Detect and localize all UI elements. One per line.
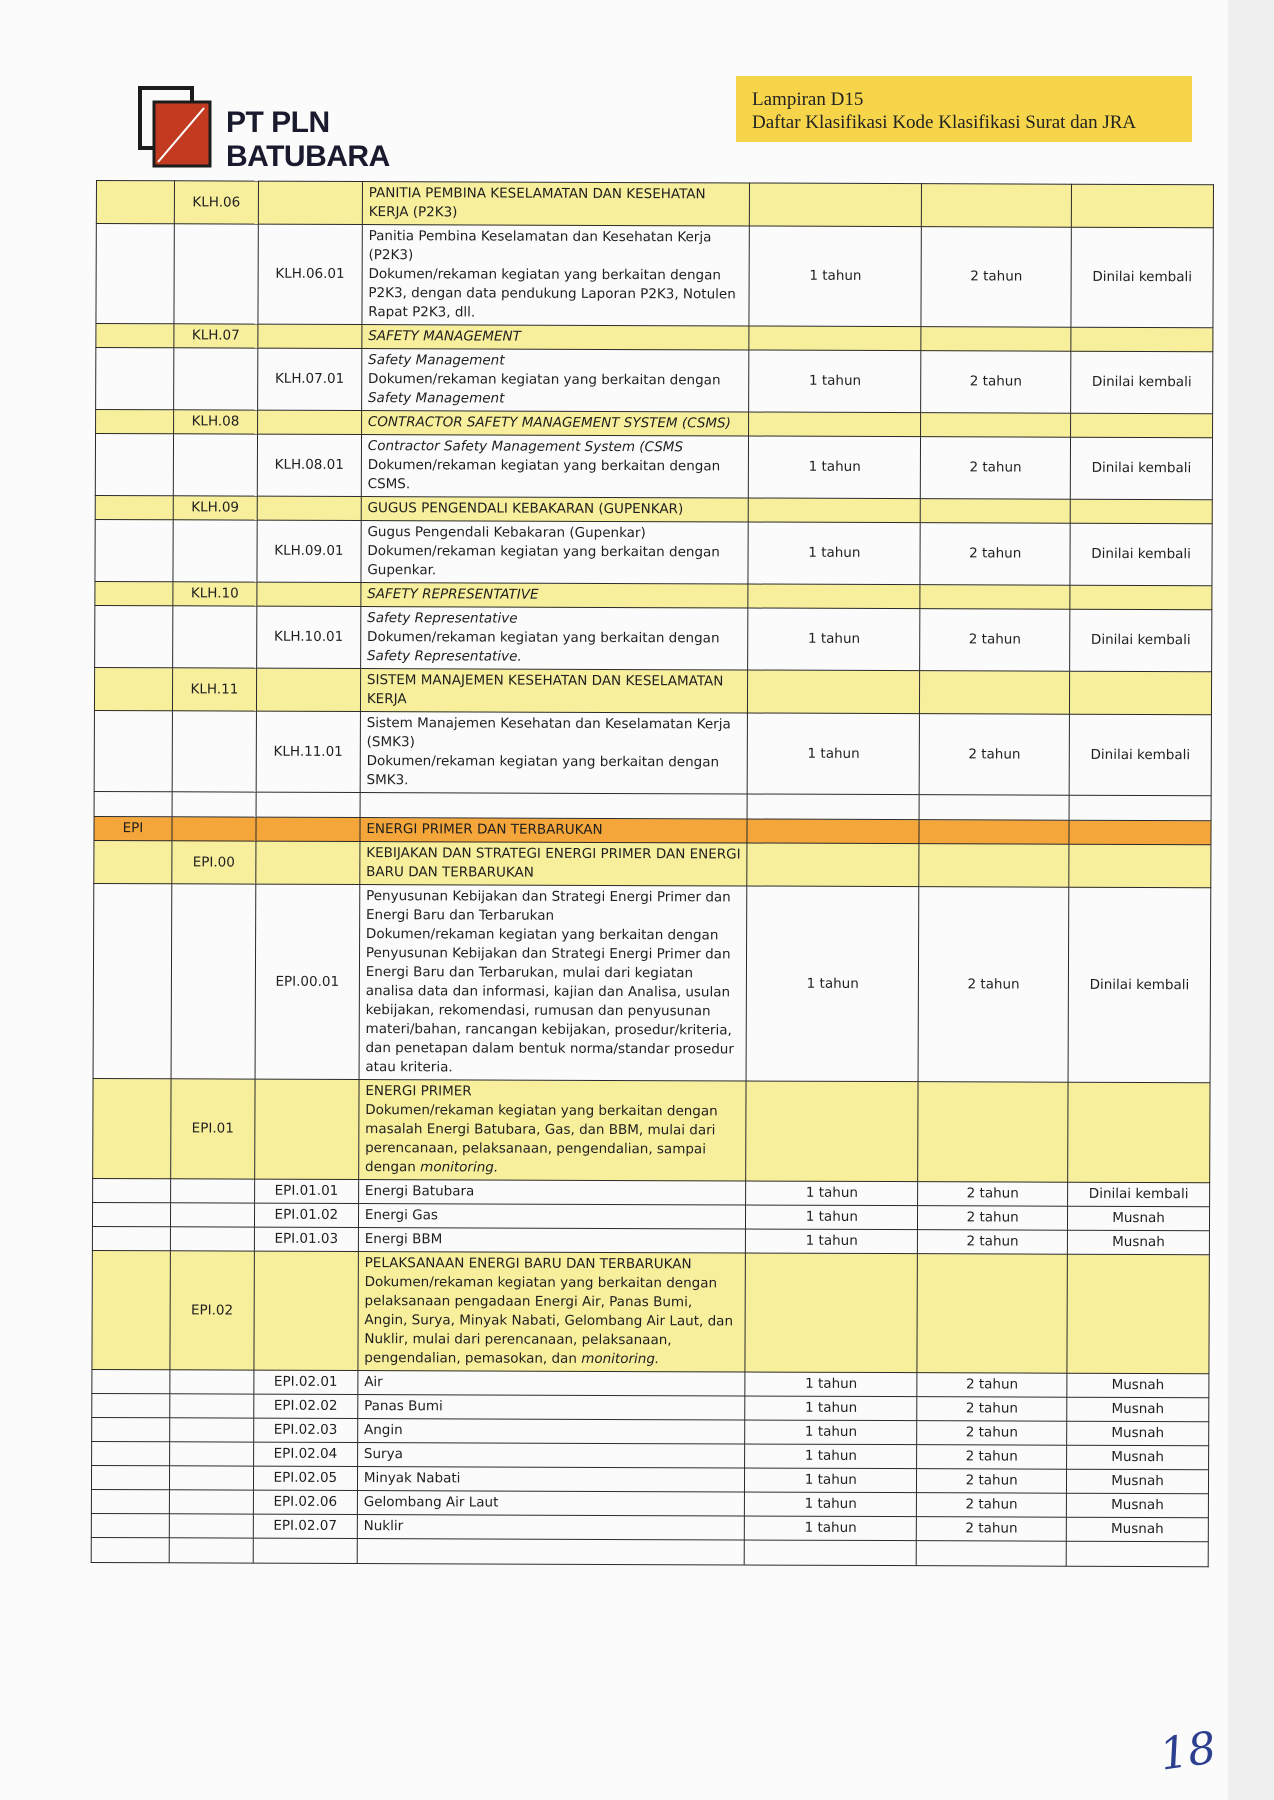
retensi-inaktif: 2 tahun <box>918 1230 1068 1255</box>
table-row <box>94 840 1211 887</box>
keterangan: Musnah <box>1067 1445 1209 1470</box>
row-title: Gelombang Air Laut <box>357 1491 745 1516</box>
retensi-aktif: 1 tahun <box>748 608 920 671</box>
retensi-inaktif: 2 tahun <box>919 714 1069 796</box>
code-l3: EPI.02.03 <box>254 1418 358 1442</box>
table-row <box>95 519 1212 585</box>
row-title: Panas Bumi <box>358 1395 746 1420</box>
code-l3: EPI.02.06 <box>253 1490 357 1514</box>
retensi-inaktif: 2 tahun <box>917 1445 1067 1470</box>
company-logo <box>138 86 478 176</box>
row-desc: Dokumen/rekaman kegiatan yang berkaitan dengan pelaksanaan pengadaan Energi Air, Panas Bumi, Angin, Surya, Minyak Nabati, Gelombang Air Laut, dan Nuklir, mulai dari perencanaan, pelaksanaan, pengendalian, pemasokan, dan <box>364 1274 734 1367</box>
row-title: CONTRACTOR SAFETY MANAGEMENT SYSTEM (CSMS) <box>361 411 749 436</box>
table-row <box>96 348 1213 414</box>
retensi-aktif: 1 tahun <box>745 1444 917 1469</box>
table-row <box>94 710 1211 795</box>
row-title: PELAKSANAAN ENERGI BARU DAN TERBARUKAN <box>364 1255 692 1273</box>
code-l3: EPI.01.01 <box>254 1179 358 1203</box>
keterangan: Musnah <box>1067 1421 1209 1446</box>
retensi-aktif: 1 tahun <box>749 350 921 413</box>
handwritten-page-number: 18 <box>1156 1722 1220 1781</box>
row-title: Penyusunan Kebijakan dan Strategi Energi Primer dan Energi Baru dan Terbarukan <box>365 888 731 924</box>
retensi-aktif: 1 tahun <box>748 713 920 795</box>
row-description <box>361 349 749 412</box>
code-l2: KLH.10 <box>173 582 257 606</box>
retensi-inaktif: 2 tahun <box>917 1421 1067 1446</box>
row-description <box>359 885 747 1081</box>
retensi-inaktif: 2 tahun <box>917 1517 1067 1542</box>
attachment-number: Lampiran D15 <box>752 89 864 110</box>
row-title: Sistem Manajemen Kesehatan dan Keselamatan Kerja (SMK3) <box>366 715 731 751</box>
row-title: Minyak Nabati <box>357 1467 745 1492</box>
code-l3: EPI.01.02 <box>254 1203 358 1227</box>
row-desc: Dokumen/rekaman kegiatan yang berkaitan dengan Penyusunan Kebijakan dan Strategi Energi Primer dan Energi Baru dan Terbarukan, mulai dari kegiatan analisa data dan informasi, kajian dan Analisa, usulan kebijakan, rekomendasi, rumusan dan penyusunan materi/bahan, rancangan kebijakan, prosedur/kriteria, dan penetapan dalam bentuk norma/standar prosedur atau kriteria. <box>365 926 734 1076</box>
row-desc-italic: Safety Management <box>367 390 505 407</box>
row-title: SAFETY REPRESENTATIVE <box>361 583 749 608</box>
row-title: ENERGI PRIMER <box>365 1083 472 1100</box>
retensi-aktif: 1 tahun <box>745 1396 917 1421</box>
code-l2: KLH.06 <box>174 181 258 224</box>
retensi-inaktif: 2 tahun <box>918 1206 1068 1231</box>
row-desc-italic: monitoring. <box>420 1159 499 1176</box>
keterangan: Dinilai kembali <box>1068 1182 1210 1207</box>
retensi-inaktif: 2 tahun <box>921 351 1071 414</box>
code-l3: KLH.08.01 <box>257 434 361 496</box>
row-title: Safety Management <box>368 352 505 369</box>
row-title: KEBIJAKAN DAN STRATEGI ENERGI PRIMER DAN ENERGI BARU DAN TERBARUKAN <box>360 842 748 886</box>
retensi-aktif: 1 tahun <box>745 1492 917 1517</box>
retensi-aktif: 1 tahun <box>746 1181 918 1206</box>
scan-edge <box>1228 0 1274 1800</box>
retensi-aktif: 1 tahun <box>745 1516 917 1541</box>
attachment-title: Daftar Klasifikasi Kode Klasifikasi Surat dan JRA <box>752 112 1137 133</box>
table-row <box>92 1250 1209 1373</box>
row-desc: Dokumen/rekaman kegiatan yang berkaitan dengan <box>367 629 720 647</box>
retensi-inaktif: 2 tahun <box>920 523 1070 586</box>
row-description <box>358 1252 746 1372</box>
row-description <box>362 225 750 326</box>
retensi-inaktif: 2 tahun <box>917 1397 1067 1422</box>
keterangan: Musnah <box>1067 1230 1209 1255</box>
keterangan: Dinilai kembali <box>1068 887 1211 1083</box>
keterangan: Musnah <box>1066 1493 1208 1518</box>
row-title: Safety Representative <box>367 610 518 627</box>
pln-logo-icon <box>138 86 218 172</box>
keterangan: Dinilai kembali <box>1069 714 1211 796</box>
retensi-aktif: 1 tahun <box>748 522 920 585</box>
code-l2: EPI.01 <box>171 1079 255 1179</box>
table-row <box>96 181 1213 228</box>
attachment-label-box <box>736 76 1192 142</box>
code-l3: EPI.01.03 <box>254 1227 358 1251</box>
code-l2: EPI.00 <box>172 841 256 884</box>
row-desc: Dokumen/rekaman kegiatan yang berkaitan dengan <box>368 371 721 389</box>
code-l3: EPI.02.01 <box>254 1370 358 1394</box>
retensi-aktif: 1 tahun <box>745 1468 917 1493</box>
code-l2: KLH.08 <box>173 410 257 434</box>
retensi-aktif: 1 tahun <box>746 886 919 1082</box>
code-l3: EPI.02.04 <box>253 1442 357 1466</box>
table-row <box>96 224 1213 328</box>
code-l2: KLH.07 <box>174 324 258 348</box>
retensi-inaktif: 2 tahun <box>918 1182 1068 1207</box>
code-l3: KLH.06.01 <box>258 224 362 324</box>
code-l3: EPI.02.05 <box>253 1466 357 1490</box>
code-l3: KLH.10.01 <box>257 606 361 668</box>
row-title: Energi Batubara <box>358 1180 746 1205</box>
row-desc: Dokumen/rekaman kegiatan yang berkaitan dengan P2K3, dengan data pendukung Laporan P2K3, Notulen Rapat P2K3, dll. <box>368 266 736 321</box>
retensi-aktif: 1 tahun <box>746 1229 918 1254</box>
row-description <box>358 1080 746 1181</box>
retensi-inaktif: 2 tahun <box>917 1493 1067 1518</box>
retention-schedule-table <box>91 180 1214 1567</box>
row-title: SISTEM MANAJEMEN KESEHATAN DAN KESELAMATAN KERJA <box>360 669 748 713</box>
row-title: Nuklir <box>357 1515 745 1540</box>
row-desc-italic: Safety Representative. <box>366 648 522 665</box>
retensi-inaktif: 2 tahun <box>920 609 1070 672</box>
row-desc: Dokumen/rekaman kegiatan yang berkaitan dengan CSMS. <box>367 457 721 493</box>
keterangan: Musnah <box>1067 1373 1209 1398</box>
code-l2: KLH.11 <box>172 668 256 711</box>
row-title: GUGUS PENGENDALI KEBAKARAN (GUPENKAR) <box>361 497 749 522</box>
table-row <box>94 667 1211 714</box>
code-l2: KLH.09 <box>173 496 257 520</box>
keterangan: Dinilai kembali <box>1070 437 1212 500</box>
table-row <box>95 605 1212 671</box>
row-desc: Dokumen/rekaman kegiatan yang berkaitan dengan Gupenkar. <box>367 543 720 579</box>
keterangan: Musnah <box>1068 1206 1210 1231</box>
table-row <box>95 434 1212 500</box>
row-description <box>361 521 749 584</box>
keterangan: Musnah <box>1067 1397 1209 1422</box>
row-title: Surya <box>357 1443 745 1468</box>
keterangan: Dinilai kembali <box>1070 609 1212 672</box>
row-title: Gugus Pengendali Kebakaran (Gupenkar) <box>367 524 646 542</box>
retensi-inaktif: 2 tahun <box>921 437 1071 500</box>
keterangan: Dinilai kembali <box>1070 523 1212 586</box>
table-row <box>93 883 1211 1082</box>
row-desc: Dokumen/rekaman kegiatan yang berkaitan dengan masalah Energi Batubara, Gas, dan BBM, mulai dari perencanaan, pelaksanaan, pengendalian, sampai dengan <box>365 1102 718 1176</box>
row-title: Angin <box>357 1419 745 1444</box>
code-l3: KLH.11.01 <box>256 711 360 792</box>
row-title: SAFETY MANAGEMENT <box>362 325 750 350</box>
keterangan: Dinilai kembali <box>1071 227 1213 328</box>
row-title: Energi BBM <box>358 1228 746 1253</box>
keterangan: Musnah <box>1066 1517 1208 1542</box>
row-title: Panitia Pembina Keselamatan dan Kesehatan Kerja (P2K3) <box>368 228 712 264</box>
row-title: PANITIA PEMBINA KESELAMATAN DAN KESEHATAN KERJA (P2K3) <box>362 182 750 226</box>
row-title: Contractor Safety Management System (CSMS <box>367 438 684 456</box>
row-desc: Dokumen/rekaman kegiatan yang berkaitan dengan SMK3. <box>366 753 720 789</box>
row-title: Air <box>358 1371 746 1396</box>
code-l3: EPI.02.02 <box>254 1394 358 1418</box>
code-l3: EPI.00.01 <box>255 884 360 1079</box>
row-desc-italic: monitoring. <box>581 1350 660 1368</box>
retensi-aktif: 1 tahun <box>746 1205 918 1230</box>
row-description <box>361 435 749 498</box>
retensi-inaktif: 2 tahun <box>921 227 1071 328</box>
code-l3: KLH.07.01 <box>257 348 361 410</box>
retensi-inaktif: 2 tahun <box>917 1373 1067 1398</box>
code-l1: EPI <box>94 816 172 840</box>
row-title: ENERGI PRIMER DAN TERBARUKAN <box>360 818 748 843</box>
table-row <box>93 1078 1210 1182</box>
row-description <box>360 712 748 794</box>
keterangan: Musnah <box>1067 1469 1209 1494</box>
retensi-inaktif: 2 tahun <box>918 887 1069 1083</box>
retensi-inaktif: 2 tahun <box>917 1469 1067 1494</box>
table-row-empty <box>91 1537 1208 1566</box>
retensi-aktif: 1 tahun <box>749 226 921 327</box>
company-name: PT PLN BATUBARA <box>226 106 390 173</box>
row-title: Energi Gas <box>358 1204 746 1229</box>
code-l3: EPI.02.07 <box>253 1514 357 1538</box>
retensi-aktif: 1 tahun <box>745 1420 917 1445</box>
row-description <box>360 607 748 670</box>
code-l2: EPI.02 <box>170 1251 254 1370</box>
code-l3: KLH.09.01 <box>257 520 361 582</box>
retensi-aktif: 1 tahun <box>749 436 921 499</box>
keterangan: Dinilai kembali <box>1071 351 1213 414</box>
retensi-aktif: 1 tahun <box>745 1372 917 1397</box>
